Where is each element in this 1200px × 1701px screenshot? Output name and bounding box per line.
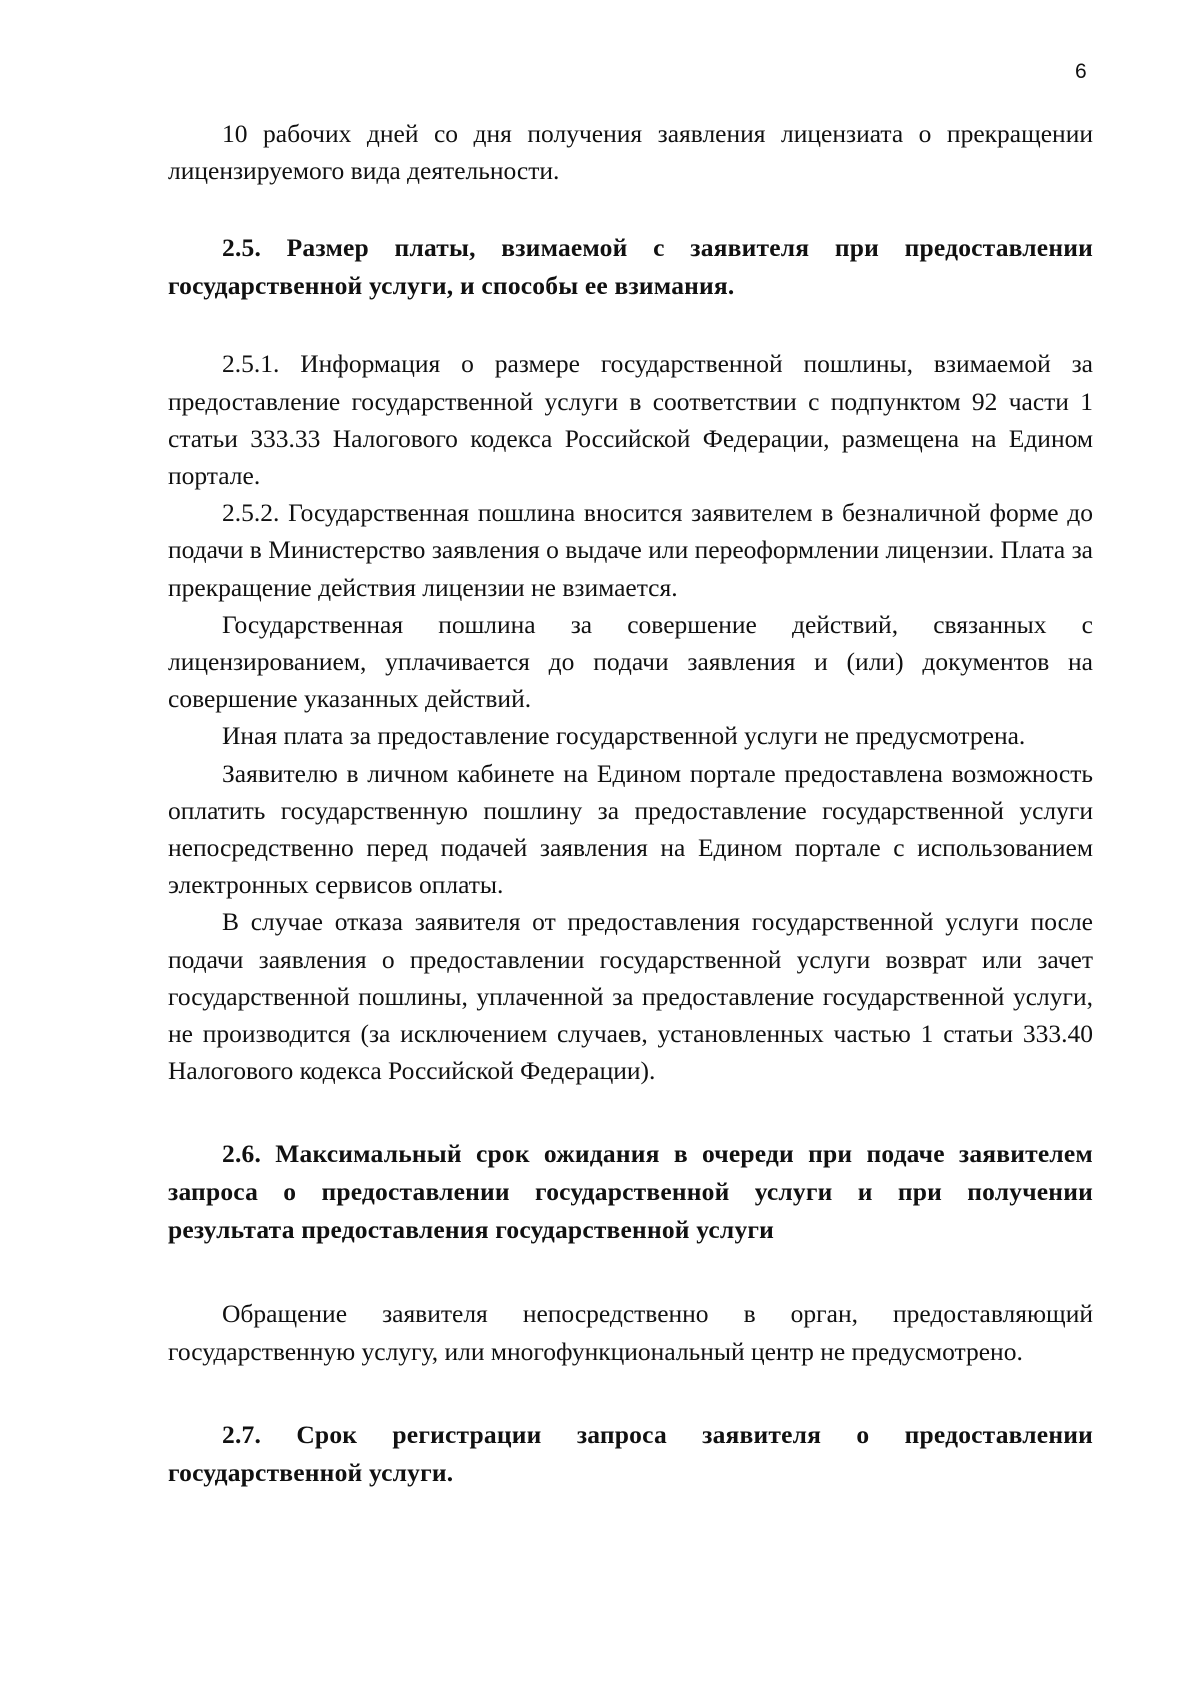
paragraph-2-6: Обращение заявителя непосредственно в орган, предоставляющий государственную услугу, или многофункциональный центр не предусмотрено.: [168, 1299, 1093, 1366]
paragraph-2-5-2: 2.5.2. Государственная пошлина вносится заявителем в безналичной форме до подачи в Министерство заявления о выдаче или переоформлении лицензии. Плата за прекращение действия лицензии не взимается.: [168, 498, 1093, 602]
page-number: 6: [1075, 60, 1087, 83]
paragraph-intro: 10 рабочих дней со дня получения заявления лицензиата о прекращении лицензируемого вида деятельности.: [168, 119, 1093, 186]
paragraph-refusal: В случае отказа заявителя от предоставления государственной услуги после подачи заявления о предоставлении государственной услуги возврат или зачет государственной пошлины, уплаченной за предоставление государственной услуги, не производится (за исключением случаев, установленных частью 1 статьи 333.40 Налогового кодекса Российской Федерации).: [168, 907, 1093, 1086]
paragraph-other-fee: Иная плата за предоставление государственной услуги не предусмотрена.: [222, 721, 1026, 751]
document-body: [168, 115, 1093, 1492]
section-heading-2-5: 2.5. Размер платы, взимаемой с заявителя при предоставлении государственной услуги, и способы ее взимания.: [168, 233, 1093, 301]
paragraph-portal-payment: Заявителю в личном кабинете на Едином портале предоставлена возможность оплатить государственную пошлину за предоставление государственной услуги непосредственно перед подачей заявления на Едином портале с использованием электронных сервисов оплаты.: [168, 758, 1093, 900]
section-heading-2-6: 2.6. Максимальный срок ожидания в очереди при подаче заявителем запроса о предоставлении государственной услуги и при получении результата предоставления государственной услуги: [168, 1139, 1093, 1245]
paragraph-2-5-1: 2.5.1. Информация о размере государственной пошлины, взимаемой за предоставление государственной услуги в соответствии с подпунктом 92 части 1 статьи 333.33 Налогового кодекса Российской Федерации, размещена на Едином портале.: [168, 349, 1093, 491]
section-heading-2-7: 2.7. Срок регистрации запроса заявителя о предоставлении государственной услуги.: [168, 1419, 1093, 1487]
paragraph-fee-licensing: Государственная пошлина за совершение действий, связанных с лицензированием, уплачивается до подачи заявления и (или) документов на совершение указанных действий.: [168, 609, 1093, 714]
